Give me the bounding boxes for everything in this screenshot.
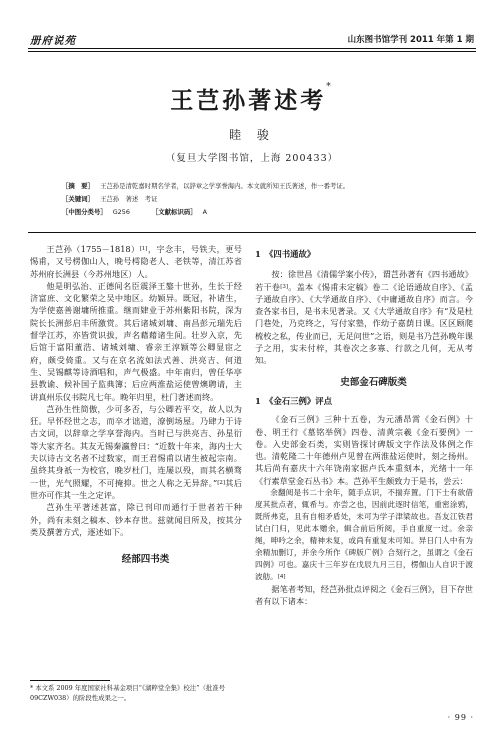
paragraph-intro [30, 243, 242, 280]
footnote-rule [30, 680, 110, 681]
meta-rule [28, 232, 476, 233]
clc-label: ［中图分类号］ [62, 208, 107, 216]
paragraph-extant-copies: 据笔者考知，经芑孙批点评阅之《金石三例》，目下存世者有以下诸本： [255, 584, 473, 607]
subheading-jinshi-sanli: 1 《金石三例》评点 [255, 395, 333, 406]
abstract-text: 王芑孙是清乾嘉时期名学者，以辞章之学享誉海内。本文就所知王氏著述，作一番考证。 [99, 182, 350, 190]
clc-value: G256 [112, 208, 130, 216]
abstract-line [62, 182, 462, 191]
section-heading-shibu: 史部金石碑版类 [340, 376, 407, 388]
abstract-label: ［摘 要］ [62, 182, 94, 190]
classification-line [62, 208, 462, 217]
right-column [255, 243, 473, 608]
section-heading-jingbu: 经部四书类 [121, 554, 170, 566]
header-rule-thin [28, 51, 476, 52]
article-title [0, 82, 504, 115]
paragraph-sishu-note [255, 268, 473, 366]
keywords-label: ［关键词］ [62, 195, 94, 203]
sishu-text: 按：徐世昌《清儒学案小传》，谓芑孙著有《四书通故》若干卷 [255, 269, 473, 292]
title-footnote-mark: * [326, 82, 334, 92]
reference-4: [4] [277, 574, 286, 581]
keywords-line [62, 195, 462, 204]
character-text: 芑孙生性简傲，少可多否，与公卿若平交，故人以为狂。早怀经世之志，而卒才诎道，潦倒场屋。乃肆力于诗古文词，以辞章之学享誉海内。当时已与洪亮吉、孙星衍等大家齐名。其友无锡秦瀛曾曰：“近数十年来，海内士大夫以诗古文名者不过数家，而王君惕甫以诸生被起宗南。虽終其身祇一为校官，晚岁杜门，连屡以殁，而其名横骛一世，光气照耀，不可掩抑。世之人称之无异辞。” [30, 403, 242, 488]
sishu-text-cont: 。盖本《惕甫未定稿》卷二《论语通故自序》、《孟子通故自序》、《大学通故自序》、《中庸通故自序》而言。今查各家书目，是书未见著录。又《大学通故自序》有“及是杜门巷处，乃克终之，写付家塾，作幼子嘉荫日课。区区顾爬梳校之私，传业而已，无足问世”之语，则是书乃芑孙晚年课子之用，实未付梓，其卷次之多寡、行款之几何，无从考知。 [255, 281, 473, 366]
author-name: 睦 骏 [229, 128, 275, 142]
page-number: · 99 · [447, 713, 474, 722]
paragraph-works-overview: 芑孙生平著述甚富，除已刊印而通行于世者若干种外，尚有未刻之稿本、钞本存世。兹就闻目所及，按其分类及撰著方式，逐述如下。 [30, 502, 242, 537]
paragraph-jinshi-sanli: 《金石三例》三种十五卷，为元潘昂霄《金石例》十卷、明王行《墓铭举例》四卷、清黄宗羲《金石要例》一卷。入史部金石类，实则皆探讨碑版文字作法及体例之作也。清乾隆二十年德州卢见曾在两淮盐运使时，刻之扬州。其后尚有嘉庆十六年饶南家据卢氏本重刻本，光绪十一年《行素草堂金石丛书》本。芑孙平生颇致力于是书，尝云： [255, 414, 473, 486]
character-text-cont: 其后世亦可作其一生之定评。 [30, 477, 242, 500]
intro-text: 王芑孙（1755－1818） [46, 244, 140, 254]
left-column [30, 243, 242, 566]
reference-3: [3] [280, 283, 288, 290]
author-affiliation: （复旦大学图书馆，上海 200433） [165, 153, 339, 164]
quote-text [255, 487, 473, 583]
paragraph-character [30, 403, 242, 501]
header-rule [28, 48, 476, 49]
doc-code-value: A [202, 208, 207, 216]
footnote: * 本文系 2009 年度国家社科基金项目“《湖粹堂全集》校注”（批准号 09CZW038）的阶段性成果之一。 [30, 684, 226, 702]
running-header-journal: 山东图书馆学刊 2011 年第 1 期 [347, 35, 474, 45]
doc-code-label: ［文献标识码］ [151, 208, 197, 216]
reference-1: [1] [139, 246, 148, 252]
subheading-sishu-tonggu: 1 《四书通故》 [255, 249, 316, 259]
block-quote [255, 487, 473, 583]
title-text: 王芑孙著述考 [170, 87, 327, 114]
paragraph-biography: 他是明弘治、正德间名臣震泽王鏊十世孙，生长于经济富庶、文化繁荣之吴中地区。幼颖异。既冠，补诸生，为学使嘉善谢墉所推重。继而肄业于苏州紫阳书院，深为院长长洲彭启丰所激赏。其后诸城刘墉、南昌彭元瑞先后督学江苏，亦皆赏识拔，声名藉藉诸生间。壮岁入京，先后馆于富阳董浩、诸城刘墉、睿亲王淳颖等公卿显宦之府，颇受倚重。又与在京名流如法式善、洪亮吉、何道生、吴锡麒等诗酒唱和，声气极盛。中年南归，曾任华亭县教谕、候补国子监典簿；后应两淮盐运使曾燠聘请，主讲真州乐仪书院凡七年。晚年归里，杜门著述而终。 [30, 280, 242, 402]
keywords-text: 王芑孙 著述 考证 [99, 195, 158, 203]
running-header-section: 册府说苑 [30, 35, 76, 47]
quote-body: 余翻阅是书二十余年，随手点识，不揣弃置。门下士有欲借度其批点者，辄希与。亦尝之也，因前此逐时信笔，重密涂鸦，既所弗克，且有自相矛盾处，未可为学子津梁故也。吾友江铁君试白门归，见此本赠余，辑合前后所阅，手自重度一过。余亲绳，呻吟之余，精神未复，或尚有重复未可知。异日门人中有为余精加删订，并余今所作《碑版广例》合刻行之，虽谓之《金石四例》可也。嘉庆十三年岁在戊辰九月三日，楞伽山人自识于渡波舫。 [255, 488, 473, 582]
reference-2: [2] [217, 479, 225, 486]
intro-text-cont: ，字念丰，号铁夫，更号惕甫，又号楞伽山人，晚号樗隐老人、老铁等，清江苏省苏州府长洲县（今苏州地区）人。 [30, 244, 242, 279]
